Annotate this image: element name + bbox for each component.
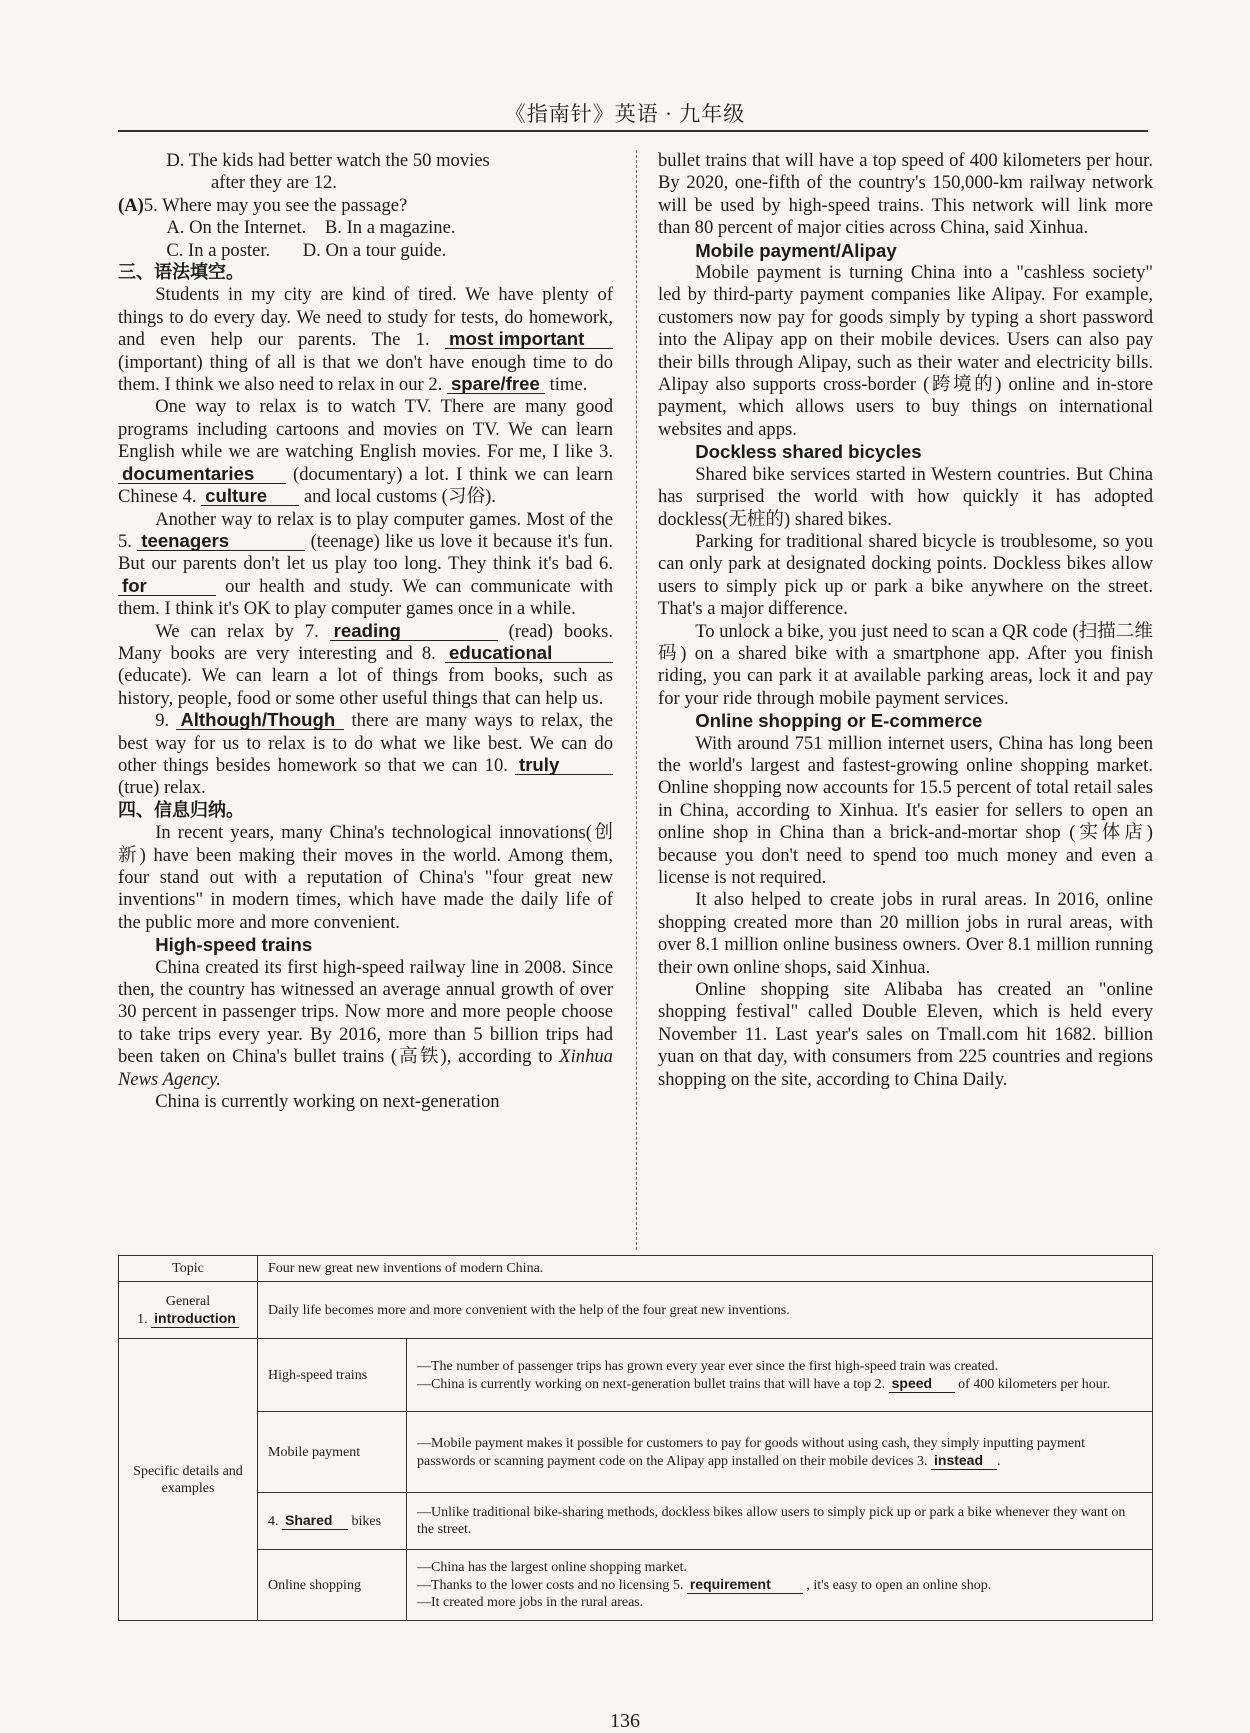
general-value: Daily life becomes more and more convenient with the help of the four great new inventions. <box>258 1282 1153 1339</box>
table-row <box>119 1550 1153 1621</box>
left-column <box>118 150 613 1113</box>
header-rule <box>118 130 1148 132</box>
paragraph: Students in my city are kind of tired. We have plenty of things to do every day. We need to study for tests, do homework, and even help our parents. The 1. most important (important) thing of all is that we don't have enough time to do them. I think we also need to relax in our 2. spare/free time. <box>118 284 613 396</box>
specific-label: Specific details and examples <box>119 1339 258 1621</box>
table-blank-4: Shared <box>282 1512 348 1530</box>
q5-options-cd: C. In a poster. D. On a tour guide. <box>166 239 447 261</box>
q4-option-d-cont: after they are 12. <box>211 172 337 194</box>
table-blank-1: introduction <box>151 1310 239 1328</box>
section-3-title: 三、语法填空。 <box>118 262 244 284</box>
table-row <box>119 1493 1153 1550</box>
answer-blank-1: most important <box>445 330 613 349</box>
paragraph: With around 751 million internet users, China has long been the world's largest and fastest-growing online shopping market. Online shopping now accounts for 15.5 percent of total retail sales in China, according to Xinhua. It's easier for sellers to open an online shop in China than a brick-and-mortar shop (实体店) because you don't need to spend too much money and even a license is not required. <box>658 732 1153 888</box>
paragraph: We can relax by 7. reading (read) books. Many books are very interesting and 8. educational (educate). We can learn a lot of things from books, such as history, people, food or some other useful things that can help us. <box>118 619 613 709</box>
row-text-mobile-payment: —Mobile payment makes it possible for customers to pay for goods without using cash, they simply inputting payment passwords or scanning payment code on the Alipay app installed on their mobile devices 3. instead . <box>407 1412 1153 1493</box>
section-4-title: 四、信息归纳。 <box>118 799 244 821</box>
row-text-shared-bikes: —Unlike traditional bike-sharing methods, dockless bikes allow users to simply pick up or park a bike whenever they want on the street. <box>407 1493 1153 1550</box>
row-label-online-shopping: Online shopping <box>258 1550 407 1621</box>
table-blank-3: instead <box>931 1452 997 1470</box>
paragraph: Online shopping site Alibaba has created an "online shopping festival" called Double Eleven, which is held every November 11. Last year's sales on Tmall.com hit 1682. billion yuan on that day, with consumers from 225 countries and regions shopping on the site, according to China Daily. <box>658 979 1153 1090</box>
paragraph: To unlock a bike, you just need to scan a QR code (扫描二维码) on a shared bike with a smartphone app. After you finish riding, you can park it at available parking areas, lock it and pay for your ride through mobile payment services. <box>658 620 1153 709</box>
subheading-mobile-payment: Mobile payment/Alipay <box>695 239 897 261</box>
paragraph: Another way to relax is to play computer games. Most of the 5. teenagers (teenage) like us love it because it's fun. But our parents don't let us play too long. They think it's bad 6. for our health and study. We can communicate with them. I think it's OK to play computer games once in a while. <box>118 508 613 620</box>
table-row <box>119 1339 1153 1412</box>
paragraph: 9. Although/Though there are many ways to relax, the best way for us to relax is to do what we like best. We can do other things besides homework so that we can 10. truly (true) relax. <box>118 709 613 799</box>
paragraph: China created its first high-speed railway line in 2008. Since then, the country has witnessed an average annual growth of over 30 percent in passenger trips. Now more and more people choose to take trips every year. By 2016, more than 5 billion trips had been taken on China's bullet trains (高铁), according to Xinhua News Agency. <box>118 956 613 1090</box>
column-divider <box>636 150 637 1250</box>
paragraph: It also helped to create jobs in rural areas. In 2016, online shopping created more than 20 million jobs in rural areas, with over 8.1 million online business owners. Over 8.1 million running their own online shops, said Xinhua. <box>658 889 1153 978</box>
q5-options-ab: A. On the Internet. B. In a magazine. <box>166 217 456 239</box>
paragraph: Shared bike services started in Western countries. But China has surprised the world with how quickly it has adopted dockless(无桩的) shared bikes. <box>658 463 1153 530</box>
paragraph: In recent years, many China's technological innovations(创新) have been making their moves in the world. Among them, four stand out with a reputation of China's "four great new inventions" in modern times, which have made the daily life of the public more and more convenient. <box>118 822 613 933</box>
paragraph: China is currently working on next-generation <box>155 1091 500 1113</box>
row-label-shared-bikes: 4. Shared bikes <box>258 1493 407 1550</box>
table-blank-5: requirement <box>687 1576 803 1594</box>
subheading-online-shopping: Online shopping or E-commerce <box>695 710 983 732</box>
paragraph: Parking for traditional shared bicycle is troublesome, so you can only park at designated docking points. Dockless bikes allow users to simply pick up or park a bike anywhere on the street. That's a major difference. <box>658 530 1153 620</box>
row-label-mobile-payment: Mobile payment <box>258 1412 407 1493</box>
table-row <box>119 1412 1153 1493</box>
answer-blank-7: reading <box>330 622 498 641</box>
question-5: (A)5. Where may you see the passage? <box>118 194 408 216</box>
topic-label: Topic <box>119 1256 258 1282</box>
answer-blank-3: documentaries <box>118 465 286 484</box>
answer-blank-5: teenagers <box>137 532 305 551</box>
subheading-dockless-bicycles: Dockless shared bicycles <box>695 441 922 463</box>
answer-blank-4: culture <box>201 487 299 506</box>
row-label-high-speed: High-speed trains <box>258 1339 407 1412</box>
answer-blank-6: for <box>118 577 216 596</box>
page-number: 136 <box>610 1710 640 1732</box>
q5-answer: (A) <box>118 194 144 216</box>
table-row <box>119 1282 1153 1339</box>
source-citation: Xinhua News Agency. <box>118 1046 613 1090</box>
subheading-high-speed-trains: High-speed trains <box>155 934 313 956</box>
answer-blank-9: Although/Though <box>176 711 344 730</box>
answer-blank-2: spare/free <box>447 375 545 394</box>
page-header: 《指南针》英语 · 九年级 <box>504 102 746 126</box>
paragraph: One way to relax is to watch TV. There are many good programs including cartoons and movies on TV. We can learn English while we are watching English movies. For me, I like 3. documentaries (documentary) a lot. I think we can learn Chinese 4. culture and local customs (习俗). <box>118 396 613 508</box>
paragraph: bullet trains that will have a top speed of 400 kilometers per hour. By 2020, one-fifth of the country's 150,000-km railway network will be used by high-speed trains. This network will link more than 80 percent of major cities across China, said Xinhua. <box>658 150 1153 239</box>
row-text-online-shopping: —China has the largest online shopping market. —Thanks to the lower costs and no licensing 5. requirement , it's easy to open an online shop. —It created more jobs in the rural areas. <box>407 1550 1153 1621</box>
paragraph: Mobile payment is turning China into a "cashless society" led by third-party payment companies like Alipay. For example, customers now pay for goods simply by typing a short password into the Alipay app on their mobile devices. Users can also pay their bills through Alipay, such as their water and electricity bills. Alipay also supports cross-border (跨境的) online and in-store payment, which allows users to buy things on international websites and apps. <box>658 262 1153 440</box>
answer-blank-8: educational <box>445 644 613 663</box>
table-row <box>119 1256 1153 1282</box>
row-text-high-speed: —The number of passenger trips has grown every year ever since the first high-speed train was created. —China is currently working on next-generation bullet trains that will have a top 2. speed of 400 kilometers per hour. <box>407 1339 1153 1412</box>
q4-option-d: D. The kids had better watch the 50 movies <box>166 150 490 171</box>
general-label: General 1. introduction <box>119 1282 258 1339</box>
topic-value: Four new great new inventions of modern China. <box>258 1256 1153 1282</box>
summary-table <box>118 1255 1153 1621</box>
table-blank-2: speed <box>889 1375 955 1393</box>
answer-blank-10: truly <box>515 756 613 775</box>
right-column <box>658 150 1153 1091</box>
